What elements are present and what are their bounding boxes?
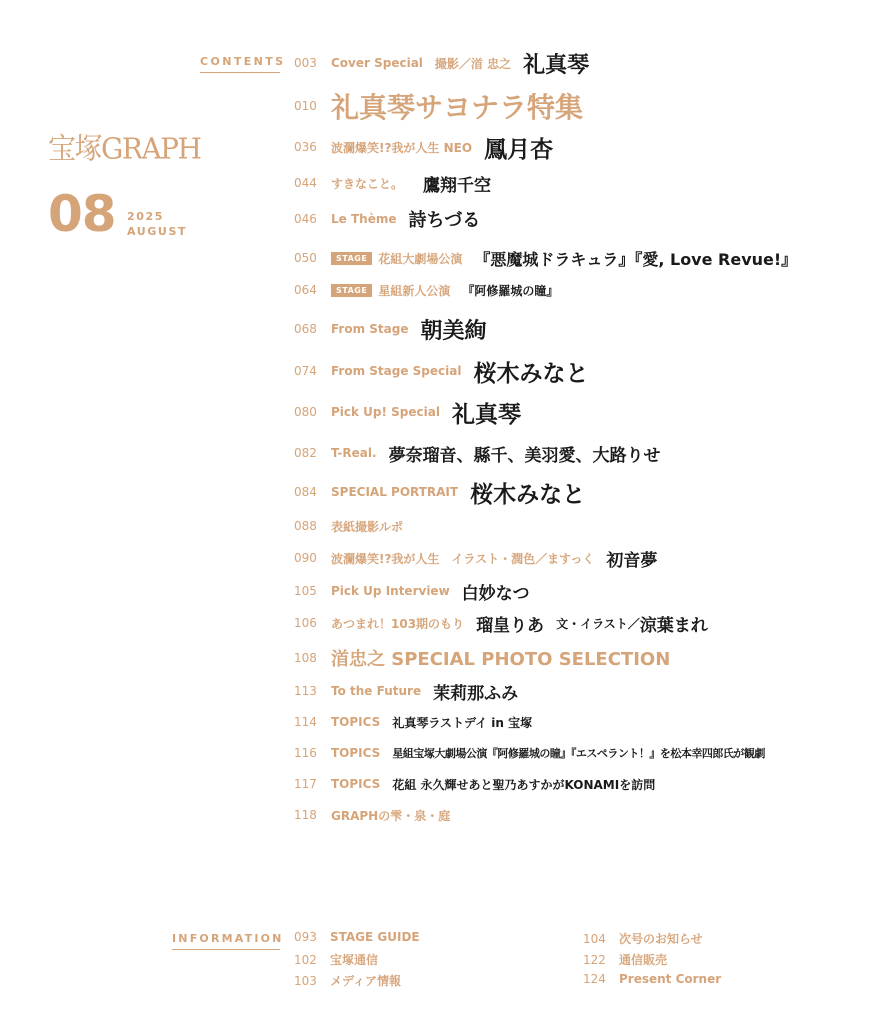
- page-number: 084: [294, 485, 317, 499]
- toc-item: [294, 774, 854, 794]
- page-number: 088: [294, 519, 317, 533]
- toc-item: [294, 645, 854, 671]
- stage-badge: STAGE: [331, 284, 372, 297]
- topic-text: 星組宝塚大劇場公演『阿修羅城の瞳』『エスペラント！』を松本幸四郎氏が観劇: [392, 747, 765, 760]
- page-number: 080: [294, 405, 317, 419]
- toc-item: [294, 442, 854, 464]
- illustration-credit: 文・イラスト／: [556, 616, 640, 631]
- issue-month: AUGUST: [127, 225, 188, 238]
- info-item: [583, 930, 703, 947]
- toc-item: [294, 133, 854, 161]
- info-item: [294, 930, 420, 944]
- page-number: 116: [294, 746, 317, 760]
- page-number: 104: [583, 931, 606, 946]
- page-number: 068: [294, 322, 317, 336]
- toc-item: [294, 247, 854, 269]
- featured-name: 礼真琴: [451, 401, 521, 428]
- section-title: すきなこと。: [331, 176, 404, 191]
- featured-name: 礼真琴: [523, 52, 590, 78]
- performance-title: 『阿修羅城の瞳』: [462, 283, 559, 298]
- performance-label: 花組大劇場公演: [378, 251, 463, 266]
- page-number: 118: [294, 808, 317, 822]
- info-title: 通信販売: [619, 953, 668, 967]
- section-title: TOPICS: [331, 715, 381, 729]
- page-number: 090: [294, 551, 317, 565]
- info-title: STAGE GUIDE: [330, 930, 420, 944]
- photographer-credit: 撮影／渞 忠之: [434, 56, 512, 71]
- toc-item: [294, 356, 854, 386]
- toc-item: [294, 478, 854, 506]
- page-number: 102: [294, 952, 317, 967]
- featured-name: 初音夢: [606, 550, 658, 571]
- toc-item: [294, 712, 854, 732]
- page-number: 103: [294, 973, 317, 988]
- section-title: From Stage: [331, 322, 409, 336]
- page-number: 113: [294, 684, 317, 698]
- section-title: Cover Special: [331, 56, 423, 70]
- page-number: 117: [294, 777, 317, 791]
- info-title: 次号のお知らせ: [619, 932, 703, 946]
- featured-name: 白妙なつ: [461, 583, 530, 604]
- information-label: INFORMATION: [172, 932, 280, 950]
- performance-title: 『悪魔城ドラキュラ』『愛, Love Revue!』: [474, 249, 798, 269]
- toc-item: [294, 398, 854, 426]
- section-title: TOPICS: [331, 746, 381, 760]
- issue-number: 08: [48, 185, 116, 243]
- info-item: [583, 972, 721, 986]
- page-number: 108: [294, 651, 317, 665]
- section-title: SPECIAL PORTRAIT: [331, 485, 459, 499]
- featured-name: 詩ちづる: [408, 210, 481, 231]
- toc-item: [294, 516, 854, 536]
- toc-item: [294, 743, 854, 763]
- page-number: 044: [294, 176, 317, 190]
- toc-item: [294, 50, 854, 76]
- section-title: 波瀾爆笑!?我が人生 イラスト・潤色／ますっく: [331, 551, 595, 566]
- section-title: From Stage Special: [331, 364, 462, 378]
- toc-item: [294, 315, 854, 343]
- featured-name: 瑠皇りあ: [476, 615, 545, 636]
- section-title: Pick Up Interview: [331, 584, 450, 598]
- toc-item: [294, 208, 854, 230]
- section-title: To the Future: [331, 684, 422, 698]
- page-number: 003: [294, 56, 317, 70]
- section-title: 波瀾爆笑!?我が人生 NEO: [331, 140, 473, 155]
- featured-name: 桜木みなと: [470, 481, 586, 508]
- section-title: Pick Up! Special: [331, 405, 440, 419]
- topic-text: 花組 永久輝せあと聖乃あすかがKONAMIを訪問: [392, 777, 656, 792]
- feature-title: 渞忠之 SPECIAL PHOTO SELECTION: [331, 649, 671, 670]
- section-title: Le Thème: [331, 212, 397, 226]
- feature-title: 礼真琴サヨナラ特集: [331, 91, 584, 124]
- illustrator-name: 涼葉まれ: [639, 615, 708, 636]
- page-number: 122: [583, 952, 606, 967]
- info-title: 宝塚通信: [330, 953, 379, 967]
- section-title: 表紙撮影ルポ: [331, 519, 404, 534]
- featured-name: 茉莉那ふみ: [433, 683, 519, 704]
- toc-item: [294, 172, 854, 194]
- section-title: TOPICS: [331, 777, 381, 791]
- info-item: [294, 951, 378, 968]
- page-number: 082: [294, 446, 317, 460]
- info-item: [294, 972, 401, 989]
- page-number: 093: [294, 930, 317, 944]
- page-number: 124: [583, 972, 606, 986]
- featured-name: 朝美絢: [420, 318, 487, 344]
- topic-text: 礼真琴ラストデイ in 宝塚: [392, 715, 533, 730]
- page-number: 036: [294, 140, 317, 154]
- section-title: GRAPHの雫・泉・庭: [331, 808, 451, 823]
- toc-item: [294, 580, 854, 602]
- toc-item: [294, 805, 854, 825]
- stage-badge: STAGE: [331, 252, 372, 265]
- featured-names: 夢奈瑠音、縣千、美羽愛、大路りせ: [388, 445, 661, 466]
- page-number: 114: [294, 715, 317, 729]
- section-title: T-Real.: [331, 446, 377, 460]
- toc-item: [294, 88, 854, 124]
- contents-label: CONTENTS: [200, 55, 280, 73]
- page-number: 074: [294, 364, 317, 378]
- page-number: 046: [294, 212, 317, 226]
- featured-name: 桜木みなと: [473, 360, 589, 387]
- toc-item: [294, 280, 854, 300]
- magazine-logo: 宝塚GRAPH: [48, 131, 201, 166]
- page-number: 105: [294, 584, 317, 598]
- toc-item: [294, 611, 854, 635]
- section-title: あつまれ！103期のもり: [331, 616, 465, 631]
- info-item: [583, 951, 667, 968]
- issue-year: 2025: [127, 210, 165, 223]
- featured-name: 鷹翔千空: [423, 175, 492, 196]
- page-number: 050: [294, 251, 317, 265]
- page-number: 010: [294, 99, 317, 113]
- toc-item: [294, 680, 854, 702]
- toc-item: [294, 547, 854, 569]
- info-title: メディア情報: [330, 974, 402, 988]
- info-title: Present Corner: [619, 972, 722, 986]
- performance-label: 星組新人公演: [378, 283, 451, 298]
- featured-name: 鳳月杏: [484, 136, 554, 163]
- page-number: 064: [294, 283, 317, 297]
- page-number: 106: [294, 616, 317, 630]
